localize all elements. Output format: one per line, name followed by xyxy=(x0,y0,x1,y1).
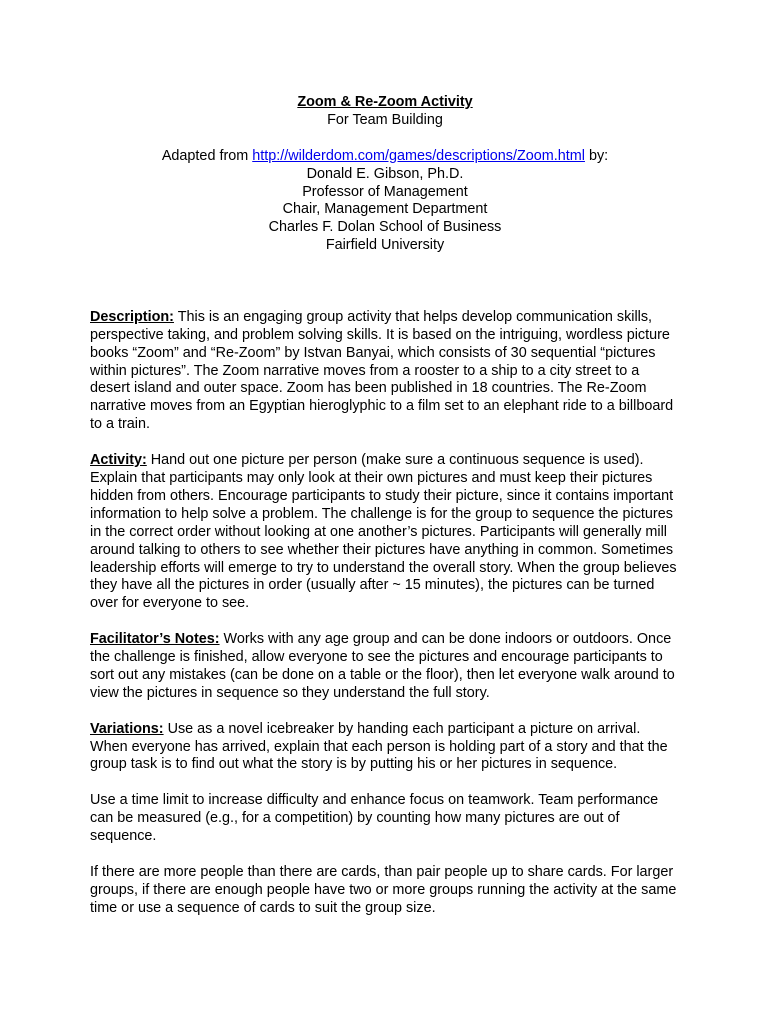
facilitator-notes-heading: Facilitator’s Notes: xyxy=(90,631,220,648)
document-page xyxy=(90,94,680,918)
author-title: Professor of Management xyxy=(302,183,468,200)
larger-groups-paragraph xyxy=(90,864,680,918)
time-limit-paragraph xyxy=(90,792,680,846)
author-university: Fairfield University xyxy=(325,237,445,254)
document-title: Zoom & Re-Zoom Activity xyxy=(297,94,473,110)
facilitator-notes-paragraph xyxy=(90,631,680,703)
larger-groups-text: If there are more people than there are cards, than pair people up to share cards. For larger groups, if there are enough people have two or more groups running the activity at the same time or use a sequence of cards to suit the group size. xyxy=(90,863,677,916)
variations-text: Use as a novel icebreaker by handing each participant a picture on arrival. When everyone has arrived, explain that each person is holding part of a story and that the group task is to find out what the story is by putting his or her pictures in sequence. xyxy=(90,720,668,773)
adapted-from-line xyxy=(90,148,680,166)
adapted-prefix: Adapted from xyxy=(161,147,253,164)
header-gap xyxy=(90,130,680,148)
activity-heading: Activity: xyxy=(90,452,147,469)
adapted-suffix: by: xyxy=(584,147,609,164)
document-subtitle: For Team Building xyxy=(327,111,443,128)
source-link[interactable]: http://wilderdom.com/games/descriptions/Zoom.html xyxy=(252,147,585,164)
author-department: Chair, Management Department xyxy=(282,201,488,218)
description-text: This is an engaging group activity that helps develop communication skills, perspective taking, and problem solving skills. It is based on the intriguing, wordless picture books “Zoom” and “Re-Zoom” by Istvan Banyai, which consists of 30 sequential “pictures within pictures”. The Zoom narrative moves from a rooster to a ship to a city street to a desert island and outer space. Zoom has been published in 18 countries. The Re-Zoom narrative moves from an Egyptian hieroglyphic to a film set to an elephant ride to a billboard to a train. xyxy=(90,308,674,433)
activity-text: Hand out one picture per person (make sure a continuous sequence is used). Explain that participants may only look at their own pictures and must keep their pictures hidden from others. Encourage participants to study their picture, since it contains important information to help solve a problem. The challenge is for the group to sequence the pictures in the correct order without looking at one another’s pictures. Participants will generally mill around talking to others to see whether their pictures have anything in common. Sometimes leadership efforts will emerge to try to understand the overall story. When the group believes they have all the pictures in order (usually after ~ 15 minutes), the pictures can be turned over for everyone to see. xyxy=(90,452,677,612)
variations-heading: Variations: xyxy=(90,720,164,737)
description-heading: Description: xyxy=(90,308,174,325)
author-school: Charles F. Dolan School of Business xyxy=(268,219,502,236)
facilitator-notes-text: Works with any age group and can be done indoors or outdoors. Once the challenge is finished, allow everyone to see the pictures and encourage participants to sort out any mistakes (can be done on a table or the floor), then let everyone walk around to view the pictures in sequence so they understand the full story. xyxy=(90,631,675,701)
variations-paragraph xyxy=(90,721,680,775)
document-header xyxy=(90,94,680,255)
description-paragraph xyxy=(90,309,680,434)
activity-paragraph xyxy=(90,452,680,613)
time-limit-text: Use a time limit to increase difficulty and enhance focus on teamwork. Team performance can be measured (e.g., for a competition) by counting how many pictures are out of sequence. xyxy=(90,792,659,845)
author-name: Donald E. Gibson, Ph.D. xyxy=(306,165,464,182)
header-body-gap xyxy=(90,255,680,309)
